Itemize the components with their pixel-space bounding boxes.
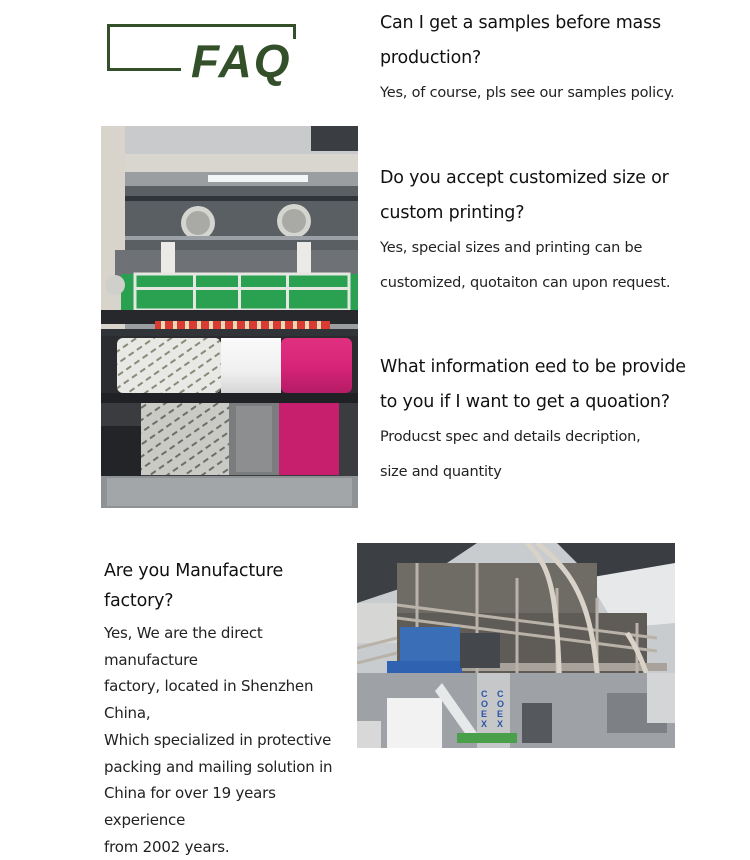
faq-item-manufacturer [104, 556, 354, 860]
faq-question: custom printing? [380, 203, 525, 223]
faq-answer: Yes, of course, pls see our samples policy. [380, 85, 675, 101]
svg-text:E: E [481, 709, 488, 719]
faq-frame-right-line [293, 24, 296, 39]
faq-question: Do you accept customized size or [380, 168, 669, 188]
faq-answer: size and quantity [380, 464, 502, 480]
faq-answer: factory, located in Shenzhen China, [104, 677, 314, 723]
svg-text:C: C [497, 689, 504, 699]
svg-text:X: X [481, 719, 488, 729]
faq-answer: Yes, special sizes and printing can be [380, 240, 643, 256]
svg-text:O: O [497, 699, 505, 709]
faq-item-quotation [380, 350, 710, 490]
svg-text:E: E [497, 709, 504, 719]
faq-answer: China for over 19 years experience [104, 784, 276, 829]
svg-text:X: X [497, 719, 504, 729]
faq-question: production? [380, 48, 482, 68]
faq-question: What information eed to be provide [380, 357, 686, 377]
faq-question: to you if I want to get a quoation? [380, 392, 670, 412]
coex-label-letter: C [481, 689, 488, 699]
faq-answer: Which specialized in protective [104, 730, 332, 749]
faq-answer: from 2002 years. [104, 837, 230, 856]
faq-frame-left-line [107, 24, 110, 71]
faq-answer: packing and mailing solution in [104, 757, 333, 776]
faq-logo-text: FAQ [191, 35, 292, 87]
faq-item-samples [380, 6, 710, 111]
faq-question: Can I get a samples before mass [380, 13, 661, 33]
faq-answer: Producst spec and details decription, [380, 429, 641, 445]
faq-question: Are you Manufacture factory? [104, 561, 284, 611]
svg-text:O: O [481, 699, 489, 709]
slitting-machine-photo [101, 126, 358, 508]
faq-answer: Yes, We are the direct manufacture [104, 624, 263, 669]
faq-item-customization [380, 161, 710, 301]
faq-frame-top-line [107, 24, 296, 27]
faq-frame-bottom-line [107, 68, 181, 71]
faq-answer: customized, quotaiton can upon request. [380, 275, 671, 291]
blown-film-line-photo [357, 543, 675, 748]
